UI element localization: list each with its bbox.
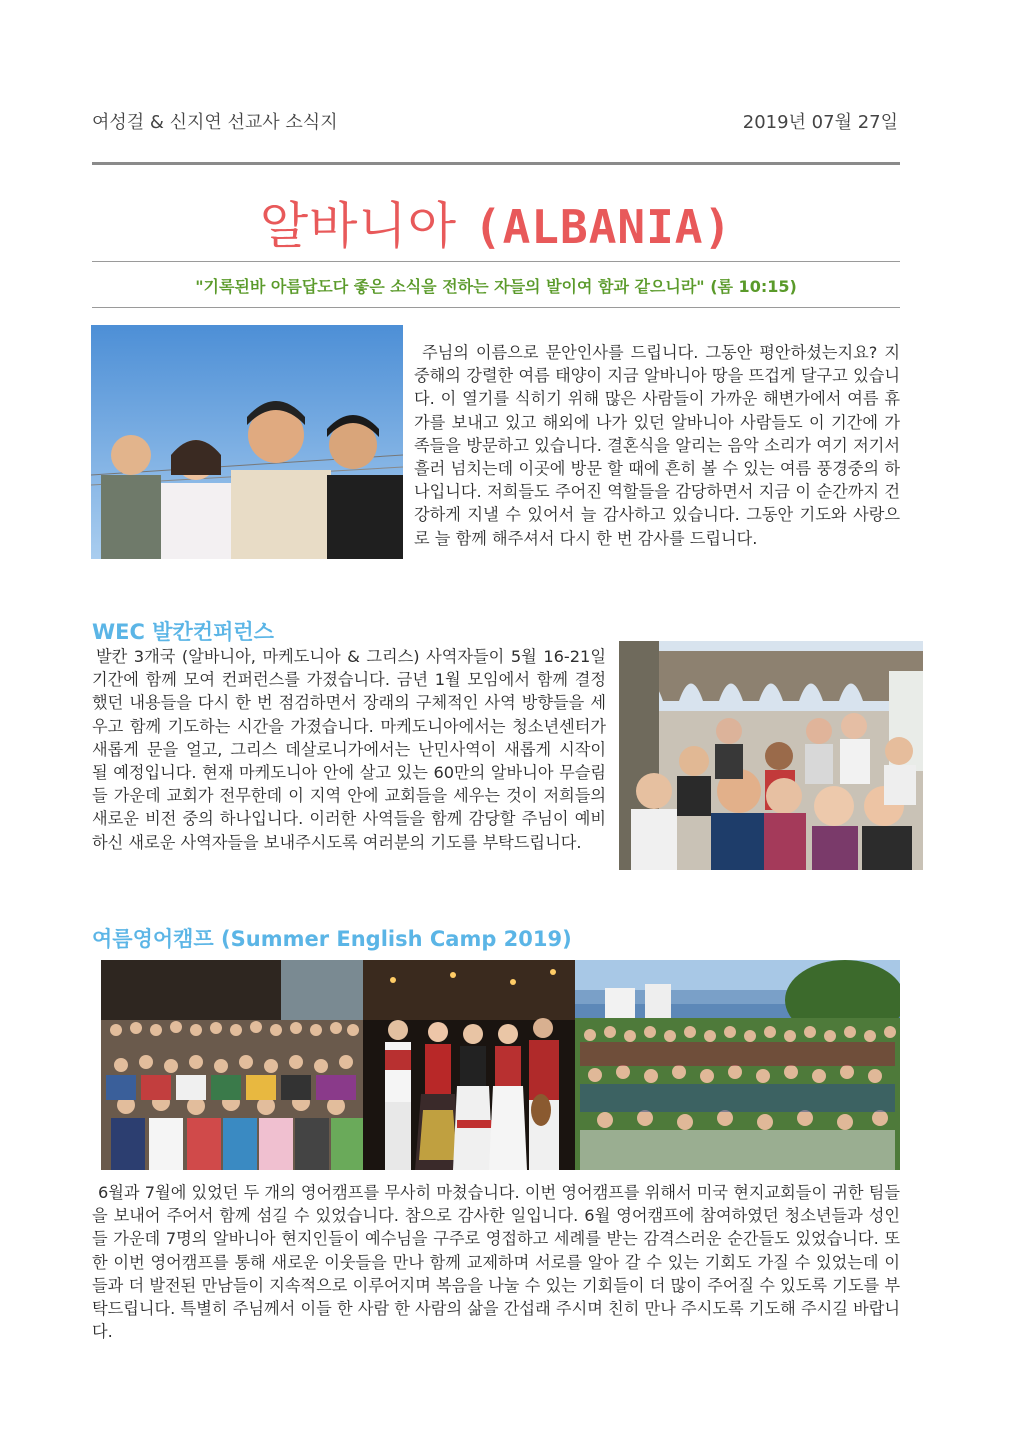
verse-bottom-divider: [92, 307, 900, 308]
intro-paragraph: 주님의 이름으로 문안인사를 드립니다. 그동안 평안하셨는지요? 지중해의 강렬한 여름 태양이 지금 알바니아 땅을 뜨겁게 달구고 있습니다. 이 열기를 식히기 위해 많은 사람들이 가까운 해변가에서 여름 휴가를 보내고 있고 해외에 나가 있던 알바니아 사람들도 이 기간에 가족들을 방문하고 있습니다. 결혼식을 알리는 음악 소리가 여기 저기서 흘러 넘치는데 이곳에 방문 할 때에 흔히 볼 수 있는 여름 풍경중의 하나입니다. 저희들도 주어진 역할들을 감당하면서 지금 이 순간까지 건강하게 지낼 수 있어서 늘 감사하고 있습니다. 그동안 기도와 사랑으로 늘 함께 해주셔서 다시 한 번 감사를 드립니다.: [414, 343, 900, 548]
camp-photo-group-indoor: [101, 960, 363, 1170]
section-title-camp: 여름영어캠프 (Summer English Camp 2019): [92, 927, 572, 951]
verse-top-divider: [92, 261, 900, 262]
header-divider: [92, 162, 900, 165]
page-title: [92, 186, 900, 258]
wec-paragraph: 발칸 3개국 (알바니아, 마케도니아 & 그리스) 사역자들이 5월 16-21일 기간에 함께 모여 컨퍼런스를 가졌습니다. 금년 1월 모임에서 함께 결정했던 내용들을 다시 한 번 점검하면서 장래의 구체적인 사역 방향들을 세우고 함께 기도하는 시간을 가졌습니다. 마케도니아에서는 청소년센터가 새롭게 문을 얼고, 그리스 데살로니가에서는 난민사역이 새롭게 시작이 될 예정입니다. 현재 마케도니아 안에 살고 있는 60만의 알바니아 무슬림들 가운데 교회가 전무한데 이 지역 안에 교회들을 세우는 것이 저희들의 새로운 비전 중의 하나입니다. 이러한 사역들을 함께 감당할 주님이 예비하신 새로운 사역자들을 보내주시도록 여러분의 기도를 부탁드립니다.: [92, 647, 606, 852]
conference-group-photo: [619, 641, 923, 870]
camp-paragraph: 6월과 7월에 있었던 두 개의 영어캠프를 무사히 마쳤습니다. 이번 영어캠프를 위해서 미국 현지교회들이 귀한 팀들을 보내어 주어서 함께 섬길 수 있었습니다. 참으로 감사한 일입니다. 6월 영어캠프에 참여하였던 청소년들과 성인들 가운데 7명의 알바니아 현지인들이 예수님을 구주로 영접하고 세례를 받는 감격스러운 순간들도 있었습니다. 또한 이번 영어캠프를 통해 새로운 이웃들을 만나 함께 교제하며 서로를 알아 갈 수 있는 기회도 가질 수 있었는데 이들과 더 발전된 만남들이 지속적으로 이루어지며 복음을 나눌 수 있는 기회들이 더 많이 주어질 수 있도록 기도를 부탁드립니다. 특별히 주님께서 이들 한 사람 한 사람의 삶을 간섭래 주시며 친히 만나 주시도록 기도해 주시길 바랍니다.: [92, 1183, 900, 1342]
bible-verse: "기록된바 아름답도다 좋은 소식을 전하는 자들의 발이여 함과 같으니라" (롬 10:15): [195, 277, 797, 296]
newsletter-date: 2019년 07월 27일: [742, 112, 898, 133]
title-korean: 알바니아: [259, 197, 458, 255]
camp-photo-group-outdoor: [575, 960, 900, 1170]
family-photo: [91, 325, 403, 559]
newsletter-name: 여성걸 & 신지연 선교사 소식지: [92, 112, 338, 133]
section-title-wec: WEC 발칸컨퍼런스: [92, 620, 274, 644]
title-english: (ALBANIA): [473, 200, 733, 254]
camp-photo-traditional-costume: [363, 960, 575, 1170]
